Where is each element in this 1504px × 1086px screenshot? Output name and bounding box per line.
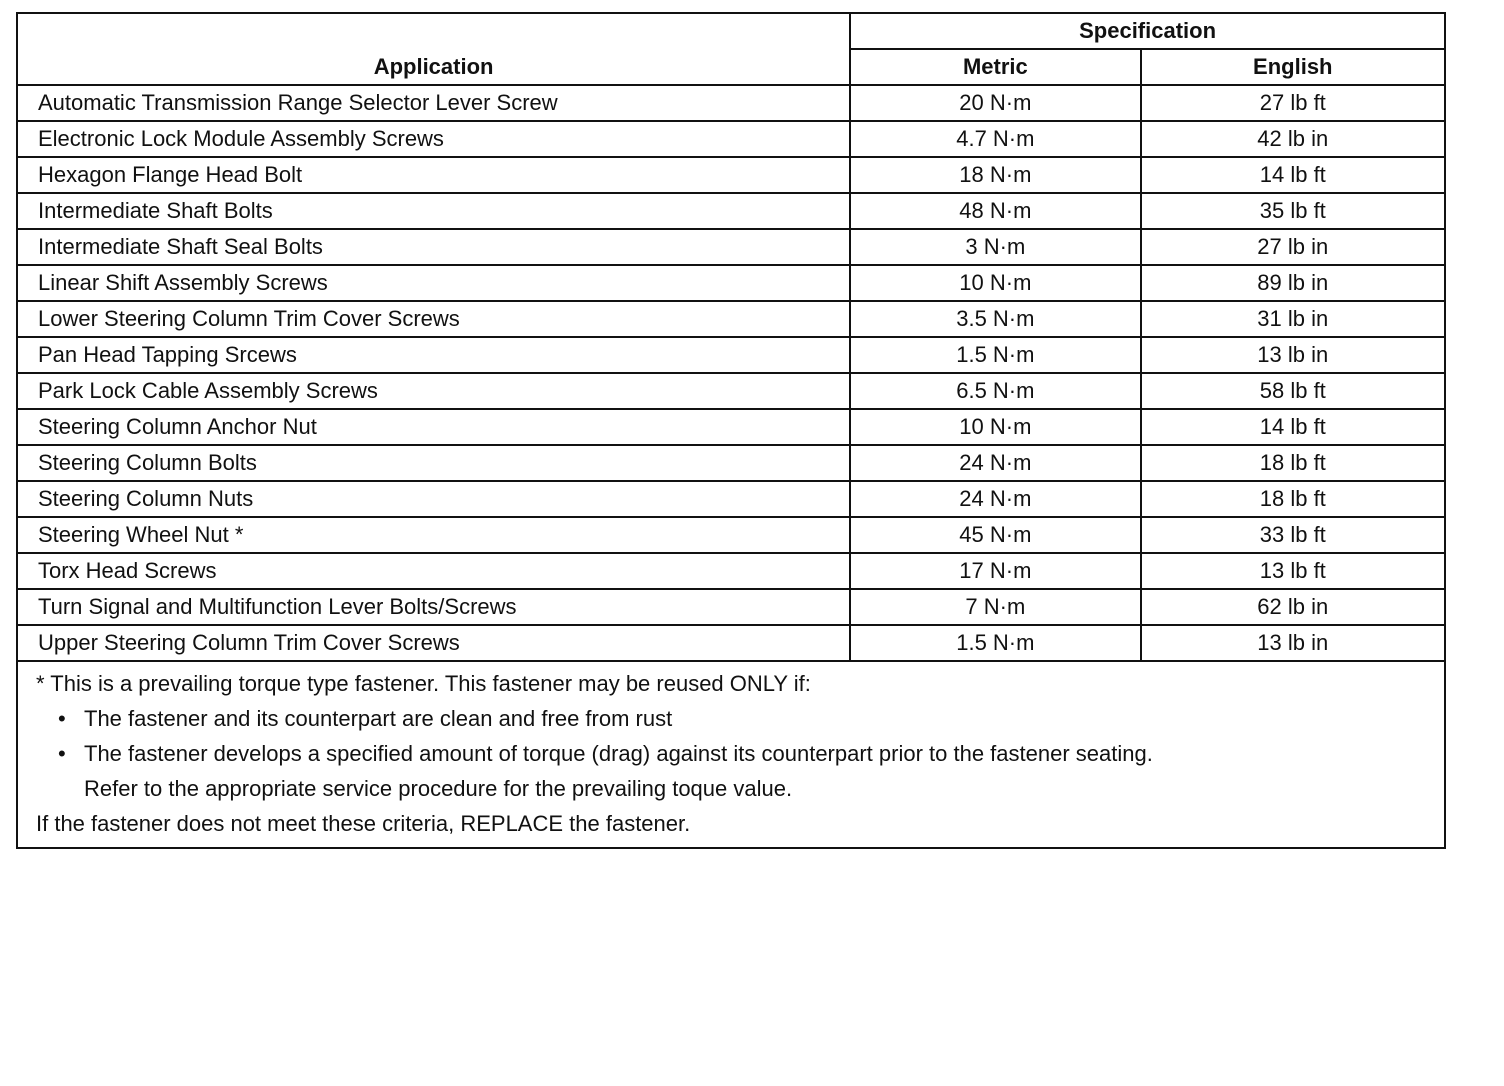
- cell-english: 13 lb in: [1141, 337, 1445, 373]
- cell-english: 27 lb ft: [1141, 85, 1445, 121]
- table-row: [17, 301, 1445, 337]
- cell-english: 58 lb ft: [1141, 373, 1445, 409]
- table-row: [17, 625, 1445, 661]
- table-row: [17, 85, 1445, 121]
- cell-metric: 45 N·m: [850, 517, 1140, 553]
- cell-metric: 6.5 N·m: [850, 373, 1140, 409]
- bullet-icon: •: [58, 706, 66, 731]
- cell-metric: 10 N·m: [850, 409, 1140, 445]
- header-specification: Specification: [850, 13, 1445, 49]
- note-bullet-item: [36, 736, 1426, 771]
- cell-english: 33 lb ft: [1141, 517, 1445, 553]
- cell-metric: 18 N·m: [850, 157, 1140, 193]
- table-row: [17, 121, 1445, 157]
- cell-english: 14 lb ft: [1141, 157, 1445, 193]
- table-notes: [17, 661, 1445, 848]
- cell-application: Lower Steering Column Trim Cover Screws: [17, 301, 850, 337]
- cell-metric: 1.5 N·m: [850, 337, 1140, 373]
- note-bullet-text: The fastener and its counterpart are clean and free from rust: [84, 706, 673, 731]
- header-english: English: [1141, 49, 1445, 85]
- table-row: [17, 553, 1445, 589]
- note-intro: * This is a prevailing torque type fastener. This fastener may be reused ONLY if:: [36, 671, 811, 696]
- note-bullet-continuation: Refer to the appropriate service procedure for the prevailing toque value.: [84, 776, 793, 801]
- cell-metric: 20 N·m: [850, 85, 1140, 121]
- cell-application: Steering Column Nuts: [17, 481, 850, 517]
- cell-english: 18 lb ft: [1141, 481, 1445, 517]
- table-row: [17, 337, 1445, 373]
- cell-application: Intermediate Shaft Bolts: [17, 193, 850, 229]
- cell-metric: 24 N·m: [850, 445, 1140, 481]
- cell-english: 89 lb in: [1141, 265, 1445, 301]
- table-row: [17, 373, 1445, 409]
- cell-metric: 3.5 N·m: [850, 301, 1140, 337]
- cell-application: Upper Steering Column Trim Cover Screws: [17, 625, 850, 661]
- cell-application: Turn Signal and Multifunction Lever Bolts/Screws: [17, 589, 850, 625]
- table-header: [17, 13, 1445, 85]
- cell-english: 18 lb ft: [1141, 445, 1445, 481]
- table-row: [17, 229, 1445, 265]
- table-row: [17, 589, 1445, 625]
- cell-metric: 10 N·m: [850, 265, 1140, 301]
- cell-metric: 48 N·m: [850, 193, 1140, 229]
- cell-english: 13 lb ft: [1141, 553, 1445, 589]
- cell-metric: 24 N·m: [850, 481, 1140, 517]
- cell-application: Steering Wheel Nut *: [17, 517, 850, 553]
- note-closing: If the fastener does not meet these criteria, REPLACE the fastener.: [36, 811, 691, 836]
- cell-application: Steering Column Anchor Nut: [17, 409, 850, 445]
- cell-application: Intermediate Shaft Seal Bolts: [17, 229, 850, 265]
- cell-english: 13 lb in: [1141, 625, 1445, 661]
- table-row: [17, 265, 1445, 301]
- cell-english: 14 lb ft: [1141, 409, 1445, 445]
- cell-application: Automatic Transmission Range Selector Lever Screw: [17, 85, 850, 121]
- table-row: [17, 409, 1445, 445]
- table-row: [17, 445, 1445, 481]
- header-metric: Metric: [850, 49, 1140, 85]
- cell-english: 62 lb in: [1141, 589, 1445, 625]
- cell-application: Hexagon Flange Head Bolt: [17, 157, 850, 193]
- notes-cell: [17, 661, 1445, 848]
- cell-metric: 4.7 N·m: [850, 121, 1140, 157]
- cell-application: Pan Head Tapping Srcews: [17, 337, 850, 373]
- cell-english: 42 lb in: [1141, 121, 1445, 157]
- fastener-spec-table: [16, 12, 1446, 849]
- bullet-icon: •: [58, 741, 66, 766]
- cell-metric: 7 N·m: [850, 589, 1140, 625]
- cell-application: Torx Head Screws: [17, 553, 850, 589]
- note-bullet-item: [36, 701, 1426, 736]
- cell-english: 27 lb in: [1141, 229, 1445, 265]
- cell-application: Park Lock Cable Assembly Screws: [17, 373, 850, 409]
- table-row: [17, 517, 1445, 553]
- cell-application: Linear Shift Assembly Screws: [17, 265, 850, 301]
- table-row: [17, 193, 1445, 229]
- cell-english: 31 lb in: [1141, 301, 1445, 337]
- cell-metric: 3 N·m: [850, 229, 1140, 265]
- cell-english: 35 lb ft: [1141, 193, 1445, 229]
- cell-application: Steering Column Bolts: [17, 445, 850, 481]
- note-bullet-text: The fastener develops a specified amount of torque (drag) against its counterpart prior to the fastener seating.: [84, 741, 1153, 766]
- header-application: Application: [17, 13, 850, 85]
- cell-metric: 17 N·m: [850, 553, 1140, 589]
- cell-application: Electronic Lock Module Assembly Screws: [17, 121, 850, 157]
- table-row: [17, 157, 1445, 193]
- cell-metric: 1.5 N·m: [850, 625, 1140, 661]
- table-row: [17, 481, 1445, 517]
- table-body: [17, 85, 1445, 661]
